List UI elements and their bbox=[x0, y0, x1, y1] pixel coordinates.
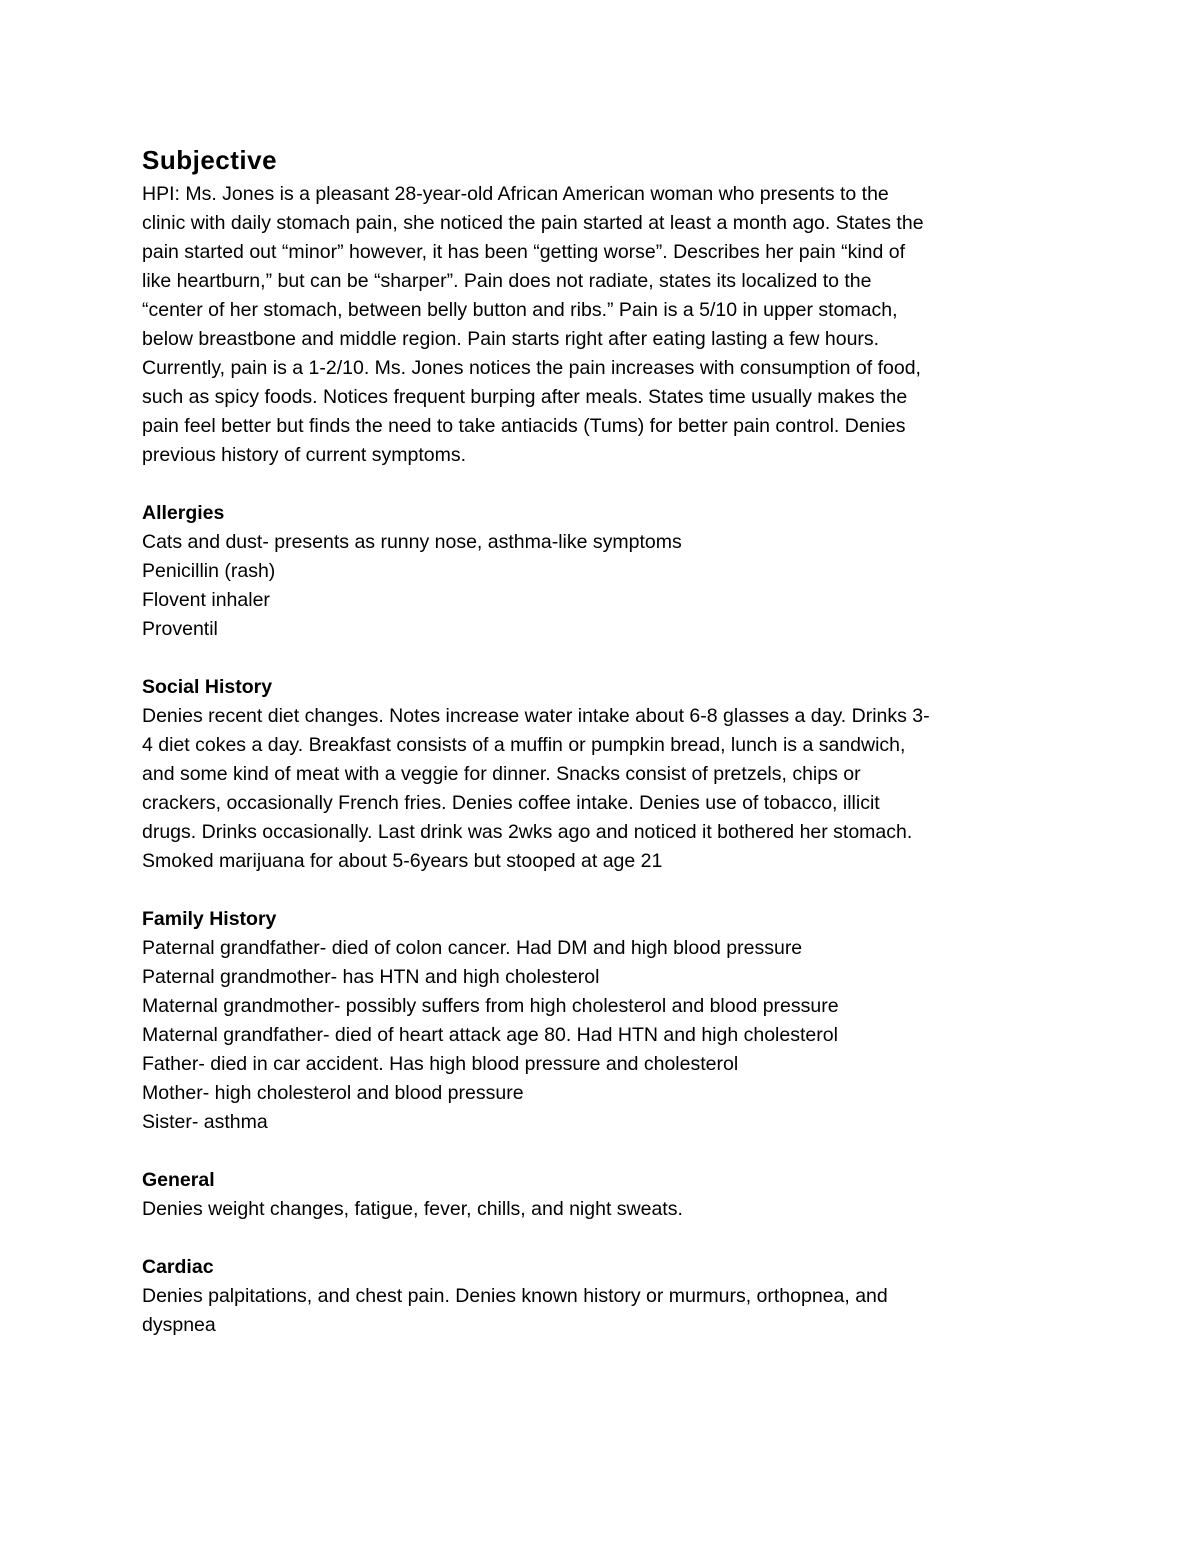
general-heading: General bbox=[142, 1169, 215, 1191]
hpi-line: pain feel better but finds the need to take antiacids (Tums) for better pain control. Denies bbox=[142, 415, 906, 437]
document-page bbox=[142, 140, 1072, 1340]
general-line: Denies weight changes, fatigue, fever, chills, and night sweats. bbox=[142, 1198, 683, 1220]
section-spacer bbox=[142, 1224, 1072, 1253]
section-spacer bbox=[142, 1137, 1072, 1166]
list-item: Proventil bbox=[142, 618, 218, 640]
hpi-line: below breastbone and middle region. Pain starts right after eating lasting a few hours. bbox=[142, 328, 880, 350]
section-spacer bbox=[142, 470, 1072, 499]
list-item: Sister- asthma bbox=[142, 1111, 268, 1133]
hpi-line: such as spicy foods. Notices frequent burping after meals. States time usually makes the bbox=[142, 386, 908, 408]
list-item: Mother- high cholesterol and blood pressure bbox=[142, 1082, 524, 1104]
list-item: Penicillin (rash) bbox=[142, 560, 276, 582]
section-spacer bbox=[142, 644, 1072, 673]
list-item: Paternal grandmother- has HTN and high cholesterol bbox=[142, 966, 600, 988]
list-item: Cats and dust- presents as runny nose, asthma-like symptoms bbox=[142, 531, 682, 553]
hpi-line: pain started out “minor” however, it has been “getting worse”. Describes her pain “kind of bbox=[142, 241, 906, 263]
page-title: Subjective bbox=[142, 145, 278, 175]
list-item: Flovent inhaler bbox=[142, 589, 270, 611]
cardiac-section bbox=[142, 1253, 1072, 1340]
hpi-line: “center of her stomach, between belly button and ribs.” Pain is a 5/10 in upper stomach, bbox=[142, 299, 898, 321]
allergies-list bbox=[142, 528, 1072, 644]
family-history-section bbox=[142, 905, 1072, 1137]
social-history-line: Denies recent diet changes. Notes increase water intake about 6-8 glasses a day. Drinks 3- bbox=[142, 705, 930, 727]
cardiac-line: Denies palpitations, and chest pain. Denies known history or murmurs, orthopnea, and bbox=[142, 1285, 888, 1307]
list-item: Maternal grandfather- died of heart attack age 80. Had HTN and high cholesterol bbox=[142, 1024, 838, 1046]
social-history-section bbox=[142, 673, 1072, 876]
hpi-line: Currently, pain is a 1-2/10. Ms. Jones notices the pain increases with consumption of food, bbox=[142, 357, 921, 379]
social-history-line: crackers, occasionally French fries. Denies coffee intake. Denies use of tobacco, illicit bbox=[142, 792, 880, 814]
social-history-line: drugs. Drinks occasionally. Last drink was 2wks ago and noticed it bothered her stomach. bbox=[142, 821, 913, 843]
list-item: Paternal grandfather- died of colon cancer. Had DM and high blood pressure bbox=[142, 937, 803, 959]
list-item: Father- died in car accident. Has high blood pressure and cholesterol bbox=[142, 1053, 739, 1075]
list-item: Maternal grandmother- possibly suffers from high cholesterol and blood pressure bbox=[142, 995, 839, 1017]
hpi-line: HPI: Ms. Jones is a pleasant 28-year-old African American woman who presents to the bbox=[142, 183, 889, 205]
social-history-heading: Social History bbox=[142, 676, 273, 698]
allergies-heading: Allergies bbox=[142, 502, 225, 524]
social-history-line: 4 diet cokes a day. Breakfast consists of a muffin or pumpkin bread, lunch is a sandwich, bbox=[142, 734, 906, 756]
hpi-line: like heartburn,” but can be “sharper”. Pain does not radiate, states its localized to the bbox=[142, 270, 872, 292]
family-history-heading: Family History bbox=[142, 908, 277, 930]
allergies-section bbox=[142, 499, 1072, 644]
social-history-line: Smoked marijuana for about 5-6years but stooped at age 21 bbox=[142, 850, 663, 872]
general-section bbox=[142, 1166, 1072, 1224]
cardiac-heading: Cardiac bbox=[142, 1256, 214, 1278]
section-spacer bbox=[142, 876, 1072, 905]
hpi-section bbox=[142, 180, 1072, 470]
family-history-list bbox=[142, 934, 1072, 1137]
hpi-line: clinic with daily stomach pain, she noticed the pain started at least a month ago. States the bbox=[142, 212, 924, 234]
hpi-line: previous history of current symptoms. bbox=[142, 444, 467, 466]
cardiac-line: dyspnea bbox=[142, 1314, 216, 1336]
social-history-line: and some kind of meat with a veggie for dinner. Snacks consist of pretzels, chips or bbox=[142, 763, 861, 785]
